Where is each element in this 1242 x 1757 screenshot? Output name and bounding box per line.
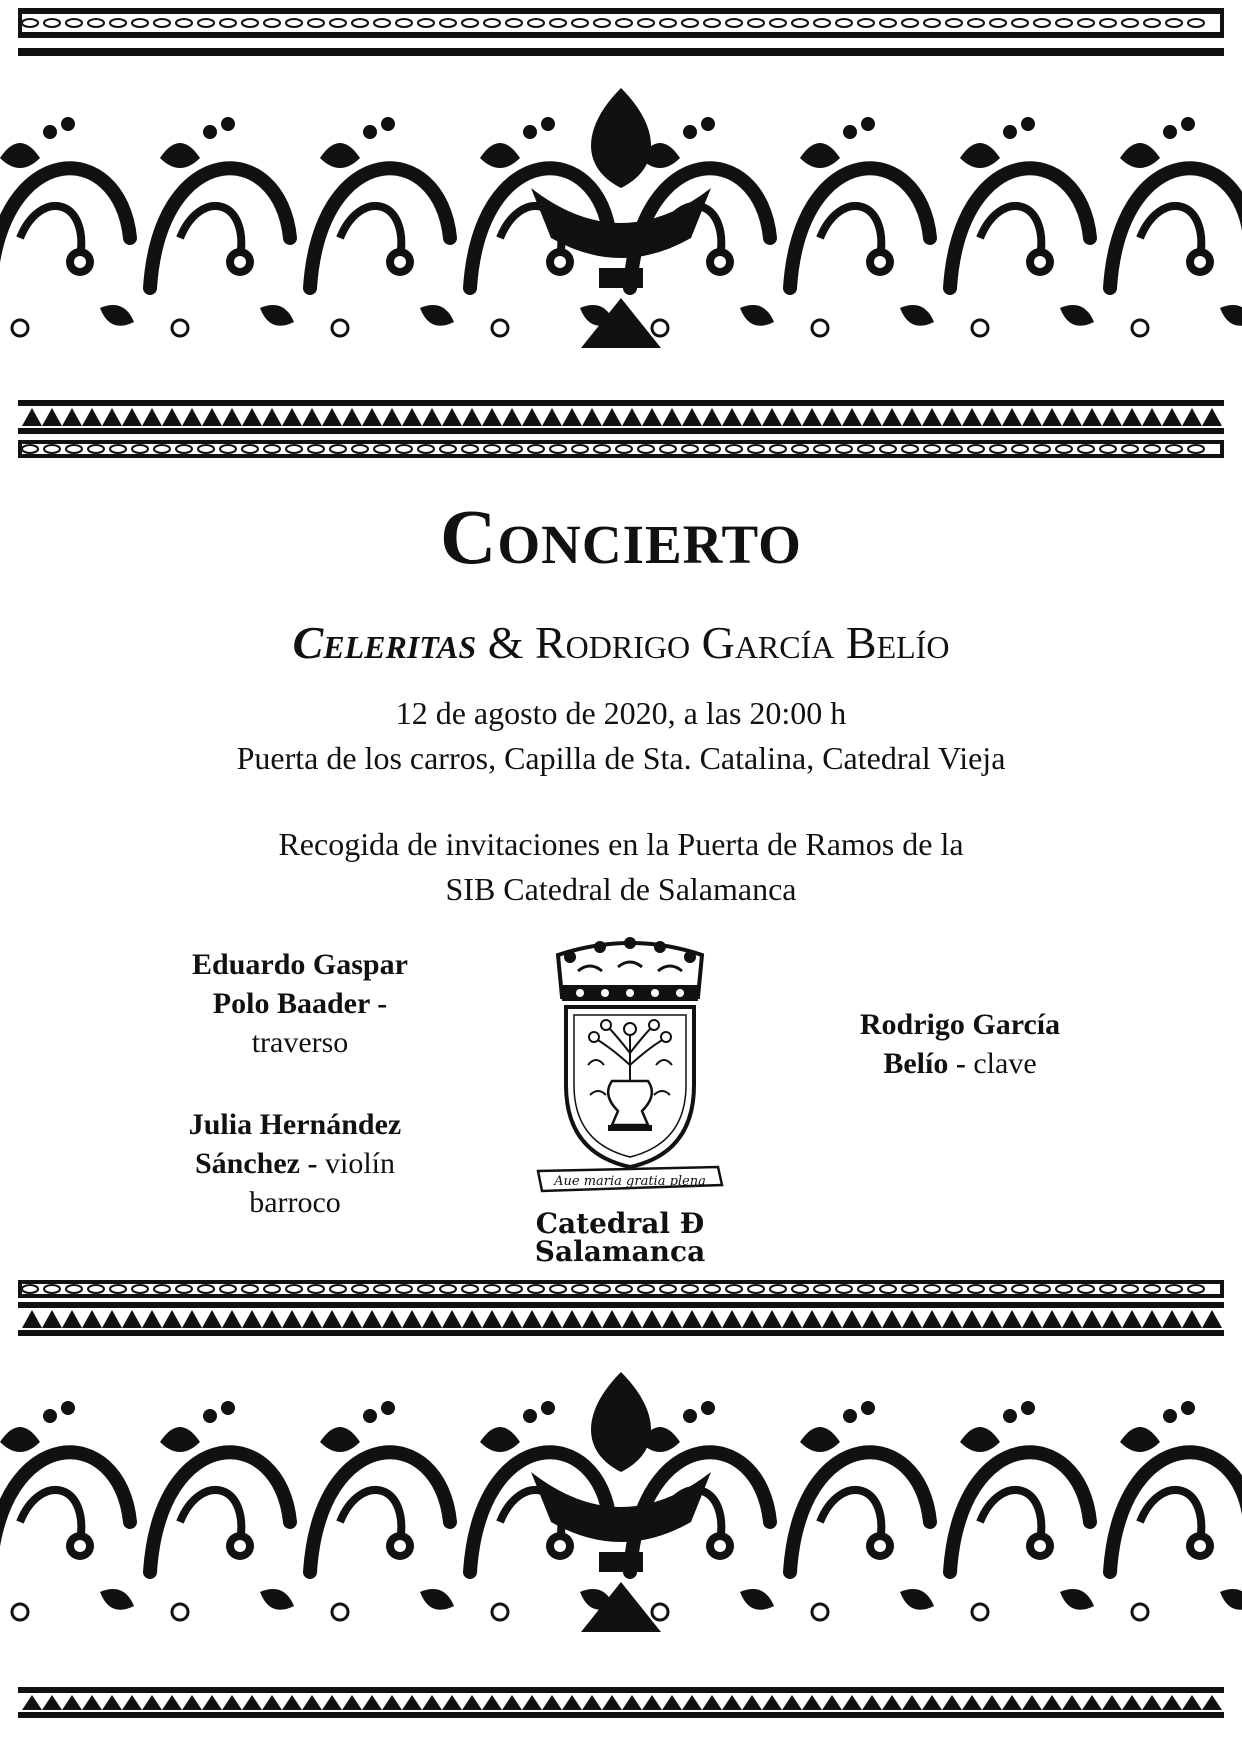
performer-instrument: clave	[965, 1047, 1037, 1080]
top-ornamental-border	[0, 0, 1242, 465]
ensemble-name: Celeritas	[292, 617, 477, 668]
performer-instrument-cont: barroco	[249, 1186, 341, 1219]
crest-icon	[530, 935, 730, 1200]
performer-name-line1: Eduardo Gaspar	[192, 948, 408, 981]
connector: &	[476, 617, 535, 668]
performer-name-line1: Julia Hernández	[188, 1108, 402, 1141]
soloist-name: Rodrigo García Belío	[534, 617, 950, 668]
bottom-ornamental-border	[0, 1272, 1242, 1737]
cathedral-crest-logo	[530, 935, 730, 1200]
performer-violin	[155, 1105, 435, 1222]
event-date-time: 12 de agosto de 2020, a las 20:00 h	[395, 695, 847, 731]
performer-name-line2: Belío -	[883, 1047, 966, 1080]
ornament-svg-bottom	[0, 1272, 1242, 1737]
event-venue: Puerta de los carros, Capilla de Sta. Catalina, Catedral Vieja	[236, 740, 1006, 776]
ornament-svg-top	[0, 0, 1242, 465]
crest-scroll-text: Aue maria gratia plena	[554, 1174, 706, 1189]
invitation-pickup-line1: Recogida de invitaciones en la Puerta de Ramos de la	[278, 826, 964, 862]
performer-name-line2: Sánchez -	[194, 1147, 318, 1180]
performer-name-line2: Polo Baader -	[212, 987, 388, 1020]
invitation-pickup-line2: SIB Catedral de Salamanca	[445, 871, 797, 907]
performer-name-line1: Rodrigo García	[859, 1008, 1061, 1041]
cathedral-caption: Catedral Ð Salamanca	[534, 1207, 706, 1268]
performer-harpsichord	[820, 1005, 1100, 1083]
performer-instrument: violín	[317, 1147, 395, 1180]
page-title: Concierto	[440, 493, 802, 580]
performer-traverso	[165, 945, 435, 1062]
performer-instrument: traverso	[251, 1026, 349, 1059]
performers-heading	[0, 617, 1242, 668]
